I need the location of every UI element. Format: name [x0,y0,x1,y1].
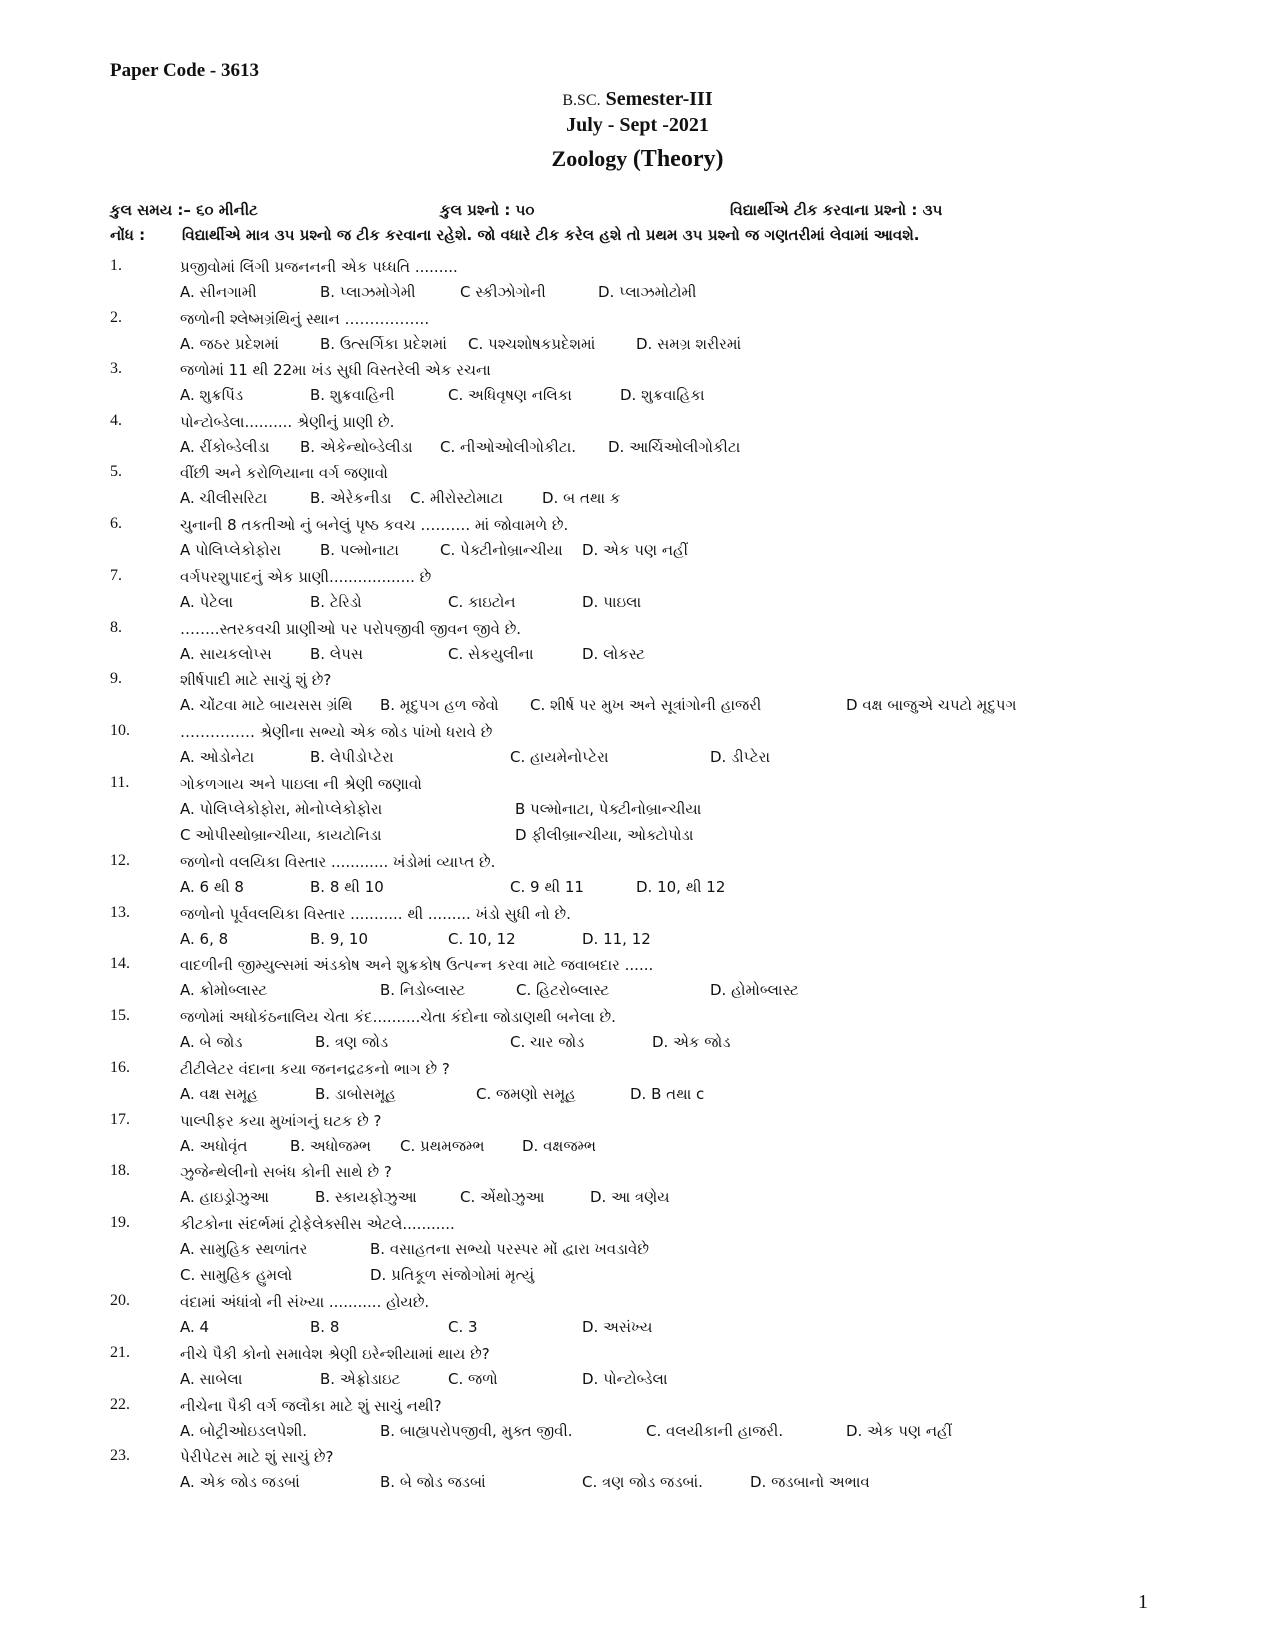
option-a: A. સીનગામી [180,283,257,301]
question-text: નીચે પૈકી કોનો સમાવેશ શ્રેણી ઇરેન્શીયામાં થાય છે? [180,1345,490,1363]
option-c: C. ત્રણ જોડ જડબાં. [582,1473,703,1491]
option-c: C. પેક્ટીનોબ્રાન્ચીયા [440,541,563,559]
option-b: B. ઉત્સર્ગિકા પ્રદેશમાં [320,335,447,353]
subject-type: (Theory) [632,146,724,172]
option-c: C. સામુહિક હુમલો [180,1266,293,1284]
question-text: શીર્ષપાદી માટે સાચું શું છે? [180,671,332,689]
option-b: B. 8 [310,1318,340,1336]
option-a: A. જઠર પ્રદેશમાં [180,335,279,353]
option-d: D. હોમોબ્લાસ્ટ [710,981,799,999]
question-number: 17. [110,1111,130,1128]
question-number: 2. [110,309,122,326]
option-a: A. બે જોડ [180,1033,243,1051]
option-d: D. એક જોડ [652,1033,731,1051]
option-b: B. એકેન્થોબ્ડેલીડા [300,438,413,456]
question-text: કીટકોના સંદર્ભમાં ટ્રોફેલેક્સીસ એટલે........... [180,1215,455,1233]
option-a: A. સામુહિક સ્થળાંતર [180,1240,308,1258]
option-a: A. હાઇડ્રોઝુઆ [180,1188,269,1206]
option-d: D. એક પણ નહીં [582,541,688,559]
option-c: C. હાયમેનોપ્ટેરા [510,748,609,766]
question-number: 1. [110,257,122,274]
option-d: D વક્ષ બાજુએ ચપટો મૃદુપગ [846,696,1017,714]
option-b: B. પ્લાઝમોગેમી [320,283,416,301]
question-number: 9. [110,670,122,687]
paper-code: Paper Code - 3613 [110,60,259,81]
question-number: 3. [110,360,122,377]
option-d: D. પાઇલા [582,593,642,611]
option-a: A. સાબેલા [180,1370,243,1388]
option-c: C. હિટરોબ્લાસ્ટ [516,981,610,999]
page-number: 1 [1138,1591,1148,1613]
subject-title [0,146,1275,173]
question-text: જળોનો વલયિકા વિસ્તાર ............ ખંડોમાં વ્યાપ્ત છે. [180,853,496,871]
question-text: ટીટીલેટર વંદાના કયા જનનદ્રઢકનો ભાગ છે ? [180,1060,450,1078]
option-d: D. પ્રતિકૂળ સંજોગોમાં મૃત્યું [370,1266,535,1284]
option-d: D. આ ત્રણેય [590,1188,670,1206]
option-d: D. જડબાનો અભાવ [750,1473,870,1491]
option-b: B પલ્મોનાટા, પેક્ટીનોબ્રાન્ચીયા [515,800,702,818]
option-d: D. 10, થી 12 [636,878,726,896]
degree-title [0,88,1275,111]
option-d: D. 11, 12 [582,930,651,948]
option-b: B. લેપસ [310,645,364,663]
question-text: વીંછી અને કરોળિયાના વર્ગ જણાવો [180,464,388,482]
option-b: B. શુક્રવાહિની [310,386,395,404]
question-text: ગોકળગાય અને પાઇલા ની શ્રેણી જણાવો [180,775,422,793]
question-text: …………… શ્રેણીના સભ્યો એક જોડ પાંખો ધરાવે છે [180,723,493,741]
option-d: D. બ તથા ક [542,489,621,507]
option-d: D. વક્ષજમ્ભ [522,1137,596,1155]
option-b: B. સ્કાયફોઝુઆ [315,1188,417,1206]
option-c: C. કાઇટોન [448,593,516,611]
option-b: B. એફ્રોડાઇટ [320,1370,401,1388]
degree-prefix: B.SC. [562,92,601,109]
question-number: 16. [110,1059,130,1076]
option-a: A. શુક્રપિંડ [180,386,244,404]
question-text: જળોની શ્લેષ્મગ્રંથિનું સ્થાન …………….. [180,310,430,328]
option-a: A. પોલિપ્લેકોફોરા, મોનોપ્લેકોફોરા [180,800,383,818]
option-a: A. વક્ષ સમૂહ [180,1085,258,1103]
question-text: વાદળીની જીમ્યુલ્સમાં અંડકોષ અને શુક્રકોષ ઉત્પન્ન કરવા માટે જવાબદાર ...... [180,956,654,974]
option-b: B. 8 થી 10 [310,878,384,896]
option-b: B. વસાહતના સભ્યો પરસ્પર મોં દ્વારા ખવડાવેછે [370,1240,649,1258]
question-text: ચુનાની 8 તકતીઓ નું બનેલું પૃષ્ઠ કવચ ………. માં જોવામળે છે. [180,516,569,534]
question-number: 7. [110,567,122,584]
session: July - Sept -2021 [566,114,709,136]
option-a: A. રીંકોબ્ડેલીડા [180,438,270,456]
question-number: 5. [110,463,122,480]
question-number: 10. [110,722,130,739]
option-c: C. જમણો સમૂહ [476,1085,576,1103]
option-d: D. શુક્રવાહિકા [620,386,705,404]
option-a: A. એક જોડ જડબાં [180,1473,300,1491]
question-text: નીચેના પૈકી વર્ગ જલૌકા માટે શું સાચું નથી? [180,1397,442,1415]
question-number: 21. [110,1344,130,1361]
option-b: B. બાહ્યપરોપજીવી, મુક્ત જીવી. [380,1422,573,1440]
question-number: 18. [110,1162,130,1179]
option-d: D. આર્ચિઓલીગોકીટા [608,438,741,456]
option-a: A. ઓડોનેટા [180,748,255,766]
option-b: B. બે જોડ જડબાં [380,1473,486,1491]
option-c: C. પશ્ચશોષકપ્રદેશમાં [468,335,596,353]
option-b: B. એરેકનીડા [310,489,392,507]
question-number: 8. [110,619,122,636]
question-number: 22. [110,1396,130,1413]
note-text: વિદ્યાર્થીએ માત્ર ૩૫ પ્રશ્નો જ ટીક કરવાના રહેશે. જો વધારે ટીક કરેલ હશે તો પ્રથમ ૩૫ પ્રશ્નો જ ગણતરીમાં લેવામાં આવશે. [182,226,920,244]
option-b: B. ડાબોસમૂહ [315,1085,396,1103]
option-d: D. લોકસ્ટ [582,645,645,663]
subject-name: Zoology [551,146,628,171]
option-b: B. અધોજમ્ભ [290,1137,372,1155]
option-a: A. ચોંટવા માટે બાયસસ ગ્રંથિ [180,696,353,714]
total-questions: કુલ પ્રશ્નો : ૫૦ [440,201,535,219]
option-a: A. 6, 8 [180,930,229,948]
option-d: D. પોન્ટોબ્ડેલા [582,1370,668,1388]
question-text: પોન્ટોબ્ડેલા.......... શ્રેણીનું પ્રાણી છે. [180,413,395,431]
option-b: B. લેપીડોપ્ટેરા [310,748,394,766]
option-a: A. ચીલીસરિટા [180,489,268,507]
option-c: C. નીઓઓલીગોકીટા. [440,438,577,456]
option-c: C સ્કીઝોગોની [460,283,546,301]
option-d: D. એક પણ નહીં [846,1422,952,1440]
option-d: D ફીલીબ્રાન્ચીયા, ઓક્ટોપોડા [515,826,694,844]
option-a: A. અધોવૃંત [180,1137,248,1155]
option-a: A પોલિપ્લેકોફોરા [180,541,282,559]
option-a: A. 6 થી 8 [180,878,244,896]
question-text: પેરીપેટસ માટે શું સાચું છે? [180,1448,334,1466]
option-c: C. એંથોઝુઆ [460,1188,545,1206]
question-number: 6. [110,515,122,532]
option-d: D. અસંખ્ય [582,1318,653,1336]
question-number: 4. [110,412,122,429]
question-number: 12. [110,852,130,869]
option-d: D. B તથા c [630,1085,705,1103]
option-b: B. પલ્મોનાટા [320,541,399,559]
option-c: C. ચાર જોડ [510,1033,585,1051]
questions-to-attempt: વિદ્યાર્થીએ ટીક કરવાના પ્રશ્નો : ૩૫ [730,201,943,219]
total-time: કુલ સમય :– ૬૦ મીનીટ [110,201,258,219]
option-c: C. અધિવૃષણ નલિકા [448,386,572,404]
question-text: ઝુજેન્થેલીનો સબંધ કોની સાથે છે ? [180,1163,392,1181]
question-number: 20. [110,1292,130,1309]
question-text: વંદામાં અંધાંત્રો ની સંખ્યા ........... હોયછે. [180,1293,430,1311]
option-a: A. ક્રોમોબ્લાસ્ટ [180,981,268,999]
question-number: 11. [110,774,130,791]
option-d: D. સમગ્ર શરીરમાં [636,335,742,353]
question-text: જળોમાં અધોકંઠનાલિય ચેતા કંદ..........ચેતા કંદોના જોડાણથી બનેલા છે. [180,1008,616,1026]
option-c: C. 3 [448,1318,478,1336]
option-c: C. જળો [448,1370,498,1388]
question-number: 19. [110,1214,130,1231]
question-number: 13. [110,904,130,921]
option-b: B. નિડોબ્લાસ્ટ [380,981,466,999]
option-c: C. પ્રથમજમ્ભ [400,1137,485,1155]
option-c: C. 9 થી 11 [510,878,584,896]
option-a: A. સાયકલોપ્સ [180,645,272,663]
note-label: નોંધ : [110,226,146,244]
question-text: જળોમાં 11 થી 22મા ખંડ સુધી વિસ્તરેલી એક રચના [180,361,491,379]
question-text: પાલ્પીફર કયા મુખાંગનું ઘટક છે ? [180,1112,382,1130]
option-c: C. મીરોસ્ટોમાટા [410,489,503,507]
question-number: 15. [110,1007,130,1024]
option-c: C. 10, 12 [448,930,516,948]
option-d: D. ડીપ્ટેરા [710,748,771,766]
option-c: C ઓપીસ્થોબ્રાન્ચીયા, કાયટોનિડા [180,826,382,844]
question-text: વર્ગપરશુપાદનું એક પ્રાણી.................. છે [180,568,432,586]
option-b: B. ત્રણ જોડ [315,1033,389,1051]
question-text: ……..સ્તરકવચી પ્રાણીઓ પર પરોપજીવી જીવન જીવે છે. [180,620,522,638]
option-a: A. બોટ્રીઓઇડલપેશી. [180,1422,308,1440]
option-c: C. શીર્ષ પર મુખ અને સૂત્રાંગોની હાજરી [530,696,762,714]
question-number: 23. [110,1447,130,1464]
option-a: A. 4 [180,1318,210,1336]
option-c: C. વલયીકાની હાજરી. [646,1422,784,1440]
option-b: B. ટેરિડો [310,593,362,611]
option-c: C. સેકયુલીના [448,645,534,663]
option-b: B. 9, 10 [310,930,368,948]
question-text: જળોનો પૂર્વવલયિકા વિસ્તાર ........... થી ......... ખંડો સુધી નો છે. [180,905,571,923]
question-text: પ્રજીવોમાં લિંગી પ્રજનનની એક પધ્ધતિ ......... [180,258,458,276]
option-a: A. પેટેલા [180,593,234,611]
question-number: 14. [110,955,130,972]
degree-semester: Semester-III [605,88,713,110]
option-b: B. મૃદુપગ હળ જેવો [380,696,499,714]
option-d: D. પ્લાઝમોટોમી [598,283,697,301]
